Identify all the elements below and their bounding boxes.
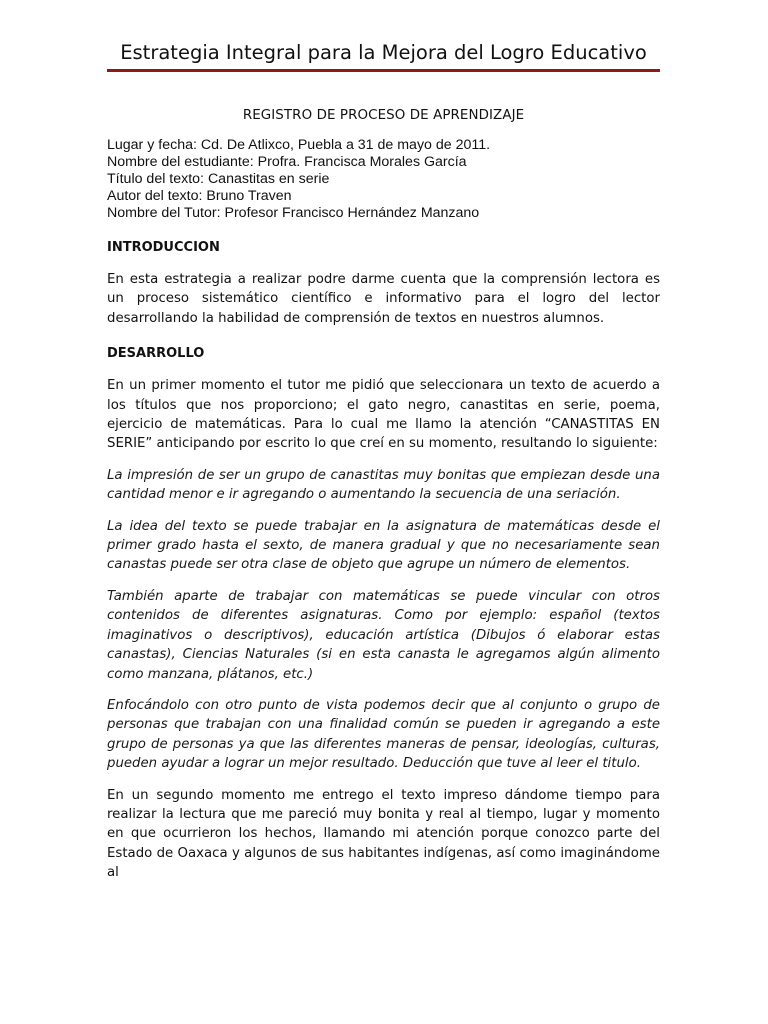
paragraph-desarrollo-2: En un segundo momento me entrego el texto impreso dándome tiempo para realizar la lectura que me pareció muy bonita y real al tiempo, lugar y momento en que ocurrieron los hechos, llamando mi atención porque conozco parte del Estado de Oaxaca y algunos de sus habitantes indígenas, así como imaginándome al [107, 787, 660, 881]
page-header-title: Estrategia Integral para la Mejora del Logro Educativo [120, 41, 647, 64]
document-meta [107, 137, 660, 222]
document-body [107, 107, 660, 883]
meta-tutor-name: Nombre del Tutor: Profesor Francisco Hernández Manzano [107, 205, 480, 221]
paragraph-desarrollo-italic-1: La impresión de ser un grupo de canastitas muy bonitas que empiezan desde una cantidad menor e ir agregando o aumentando la secuencia de una seriación. [107, 467, 660, 503]
document-title: REGISTRO DE PROCESO DE APRENDIZAJE [242, 108, 525, 123]
paragraph-introduccion: En esta estrategia a realizar podre darme cuenta que la comprensión lectora es un proceso sistemático científico e informativo para el logro del lector desarrollando la habilidad de comprensión de textos en nuestros alumnos. [107, 272, 660, 326]
paragraph-desarrollo-italic-2: La idea del texto se puede trabajar en la asignatura de matemáticas desde el primer grado hasta el sexto, de manera gradual y que no necesariamente sean canastas puede ser otra clase de objeto que agrupe un número de elementos. [107, 518, 660, 573]
paragraph-desarrollo-italic-3: También aparte de trabajar con matemáticas se puede vincular con otros contenidos de diferentes asignaturas. Como por ejemplo: español (textos imaginativos o descriptivos), educación artística (Dibujos ó elaborar estas canastas), Ciencias Naturales (si en esta canasta le agregamos algún alimento como manzana, plátanos, etc.) [107, 588, 660, 682]
meta-place-date: Lugar y fecha: Cd. De Atlixco, Puebla a 31 de mayo de 2011. [107, 137, 491, 153]
section-heading-desarrollo: DESARROLLO [107, 346, 205, 362]
header-divider [107, 69, 660, 72]
meta-text-title: Título del texto: Canastitas en serie [107, 171, 330, 187]
paragraph-desarrollo-italic-4: Enfocándolo con otro punto de vista podemos decir que al conjunto o grupo de personas que trabajan con una finalidad común se pueden ir agregando a este grupo de personas ya que las diferentes maneras de pensar, ideologías, culturas, pueden ayudar a lograr un mejor resultado. Deducción que tuve al leer el titulo. [107, 697, 660, 772]
meta-student-name: Nombre del estudiante: Profra. Francisca Morales García [107, 154, 467, 170]
paragraph-desarrollo-1: En un primer momento el tutor me pidió que seleccionara un texto de acuerdo a los títulos que nos proporciono; el gato negro, canastitas en serie, poema, ejercicio de matemáticas. Para lo cual me llamo la atención “CANASTITAS EN SERIE” anticipando por escrito lo que creí en su momento, resultando lo siguiente: [107, 378, 660, 452]
section-heading-introduccion: INTRODUCCION [107, 240, 220, 255]
meta-text-author: Autor del texto: Bruno Traven [107, 188, 292, 204]
